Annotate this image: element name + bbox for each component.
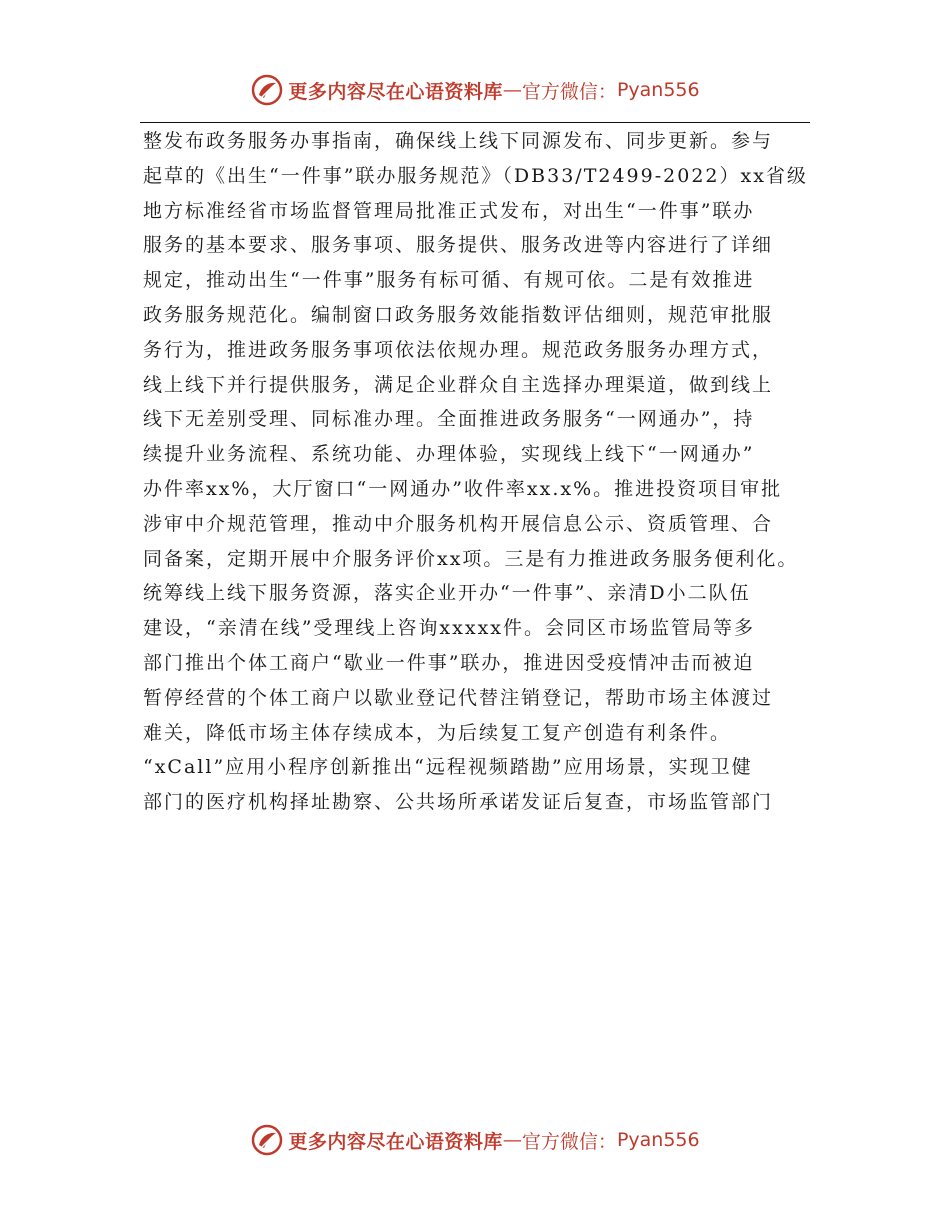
footer-contact-id: Pyan556 — [616, 1129, 700, 1151]
text-line: 地方标准经省市场监督管理局批准正式发布，对出生“一件事”联办 — [143, 199, 755, 222]
text-line: 服务的基本要求、服务事项、服务提供、服务改进等内容进行了详细 — [143, 234, 774, 257]
header-brand: 更多内容尽在心语资料库 — [288, 80, 503, 103]
text-line: “xCall”应用小程序创新推出“远程视频踏勘”应用场景，实现卫健 — [143, 756, 753, 779]
document-body — [143, 124, 823, 820]
text-line: 起草的《出生“一件事”联办服务规范》（DB33/T2499-2022）xx省级 — [143, 164, 808, 187]
text-line: 线下无差别受理、同标准办理。全面推进政务服务“一网通办”，持 — [143, 408, 755, 431]
footer-brand: 更多内容尽在心语资料库 — [288, 1130, 503, 1153]
brand-logo-icon — [250, 73, 284, 107]
text-line: 难关，降低市场主体存续成本，为后续复工复产创造有利条件。 — [143, 721, 732, 744]
footer-banner — [0, 1120, 950, 1160]
header-contact-label: 官方微信： — [521, 80, 617, 103]
text-line: 统筹线上线下服务资源，落实企业开办“一件事”、亲清D小二队伍 — [143, 582, 751, 605]
brand-logo-icon — [250, 1123, 284, 1157]
footer-separator: — — [502, 1129, 522, 1151]
text-line: 同备案，定期开展中介服务评价xx项。三是有力推进政务服务便利化。 — [143, 547, 799, 570]
text-line: 部门推出个体工商户“歇业一件事”联办，推进因受疫情冲击而被迫 — [143, 651, 755, 674]
text-line: 涉审中介规范管理，推动中介服务机构开展信息公示、资质管理、合 — [143, 512, 774, 535]
text-line: 规定，推动出生“一件事”服务有标可循、有规可依。二是有效推进 — [143, 269, 755, 292]
text-line: 整发布政务服务办事指南，确保线上线下同源发布、同步更新。参与 — [143, 130, 774, 152]
text-line: 暂停经营的个体工商户以歇业登记代替注销登记，帮助市场主体渡过 — [143, 686, 774, 709]
header-separator: — — [502, 79, 522, 101]
header-contact-id: Pyan556 — [616, 79, 700, 101]
text-line: 务行为，推进政务服务事项依法依规办理。规范政务服务办理方式， — [143, 338, 774, 361]
header-banner — [0, 70, 950, 110]
text-line: 办件率xx%，大厅窗口“一网通办”收件率xx.x%。推进投资项目审批 — [143, 477, 783, 500]
header-divider — [140, 122, 810, 123]
text-line: 建设，“亲清在线”受理线上咨询xxxxx件。会同区市场监管局等多 — [143, 617, 756, 640]
footer-contact-label: 官方微信： — [521, 1130, 617, 1153]
text-line: 部门的医疗机构择址勘察、公共场所承诺发证后复查，市场监管部门 — [143, 791, 774, 814]
text-line: 线上线下并行提供服务，满足企业群众自主选择办理渠道，做到线上 — [143, 373, 774, 396]
text-line: 政务服务规范化。编制窗口政务服务效能指数评估细则，规范审批服 — [143, 303, 774, 326]
text-line: 续提升业务流程、系统功能、办理体验，实现线上线下“一网通办” — [143, 443, 755, 466]
